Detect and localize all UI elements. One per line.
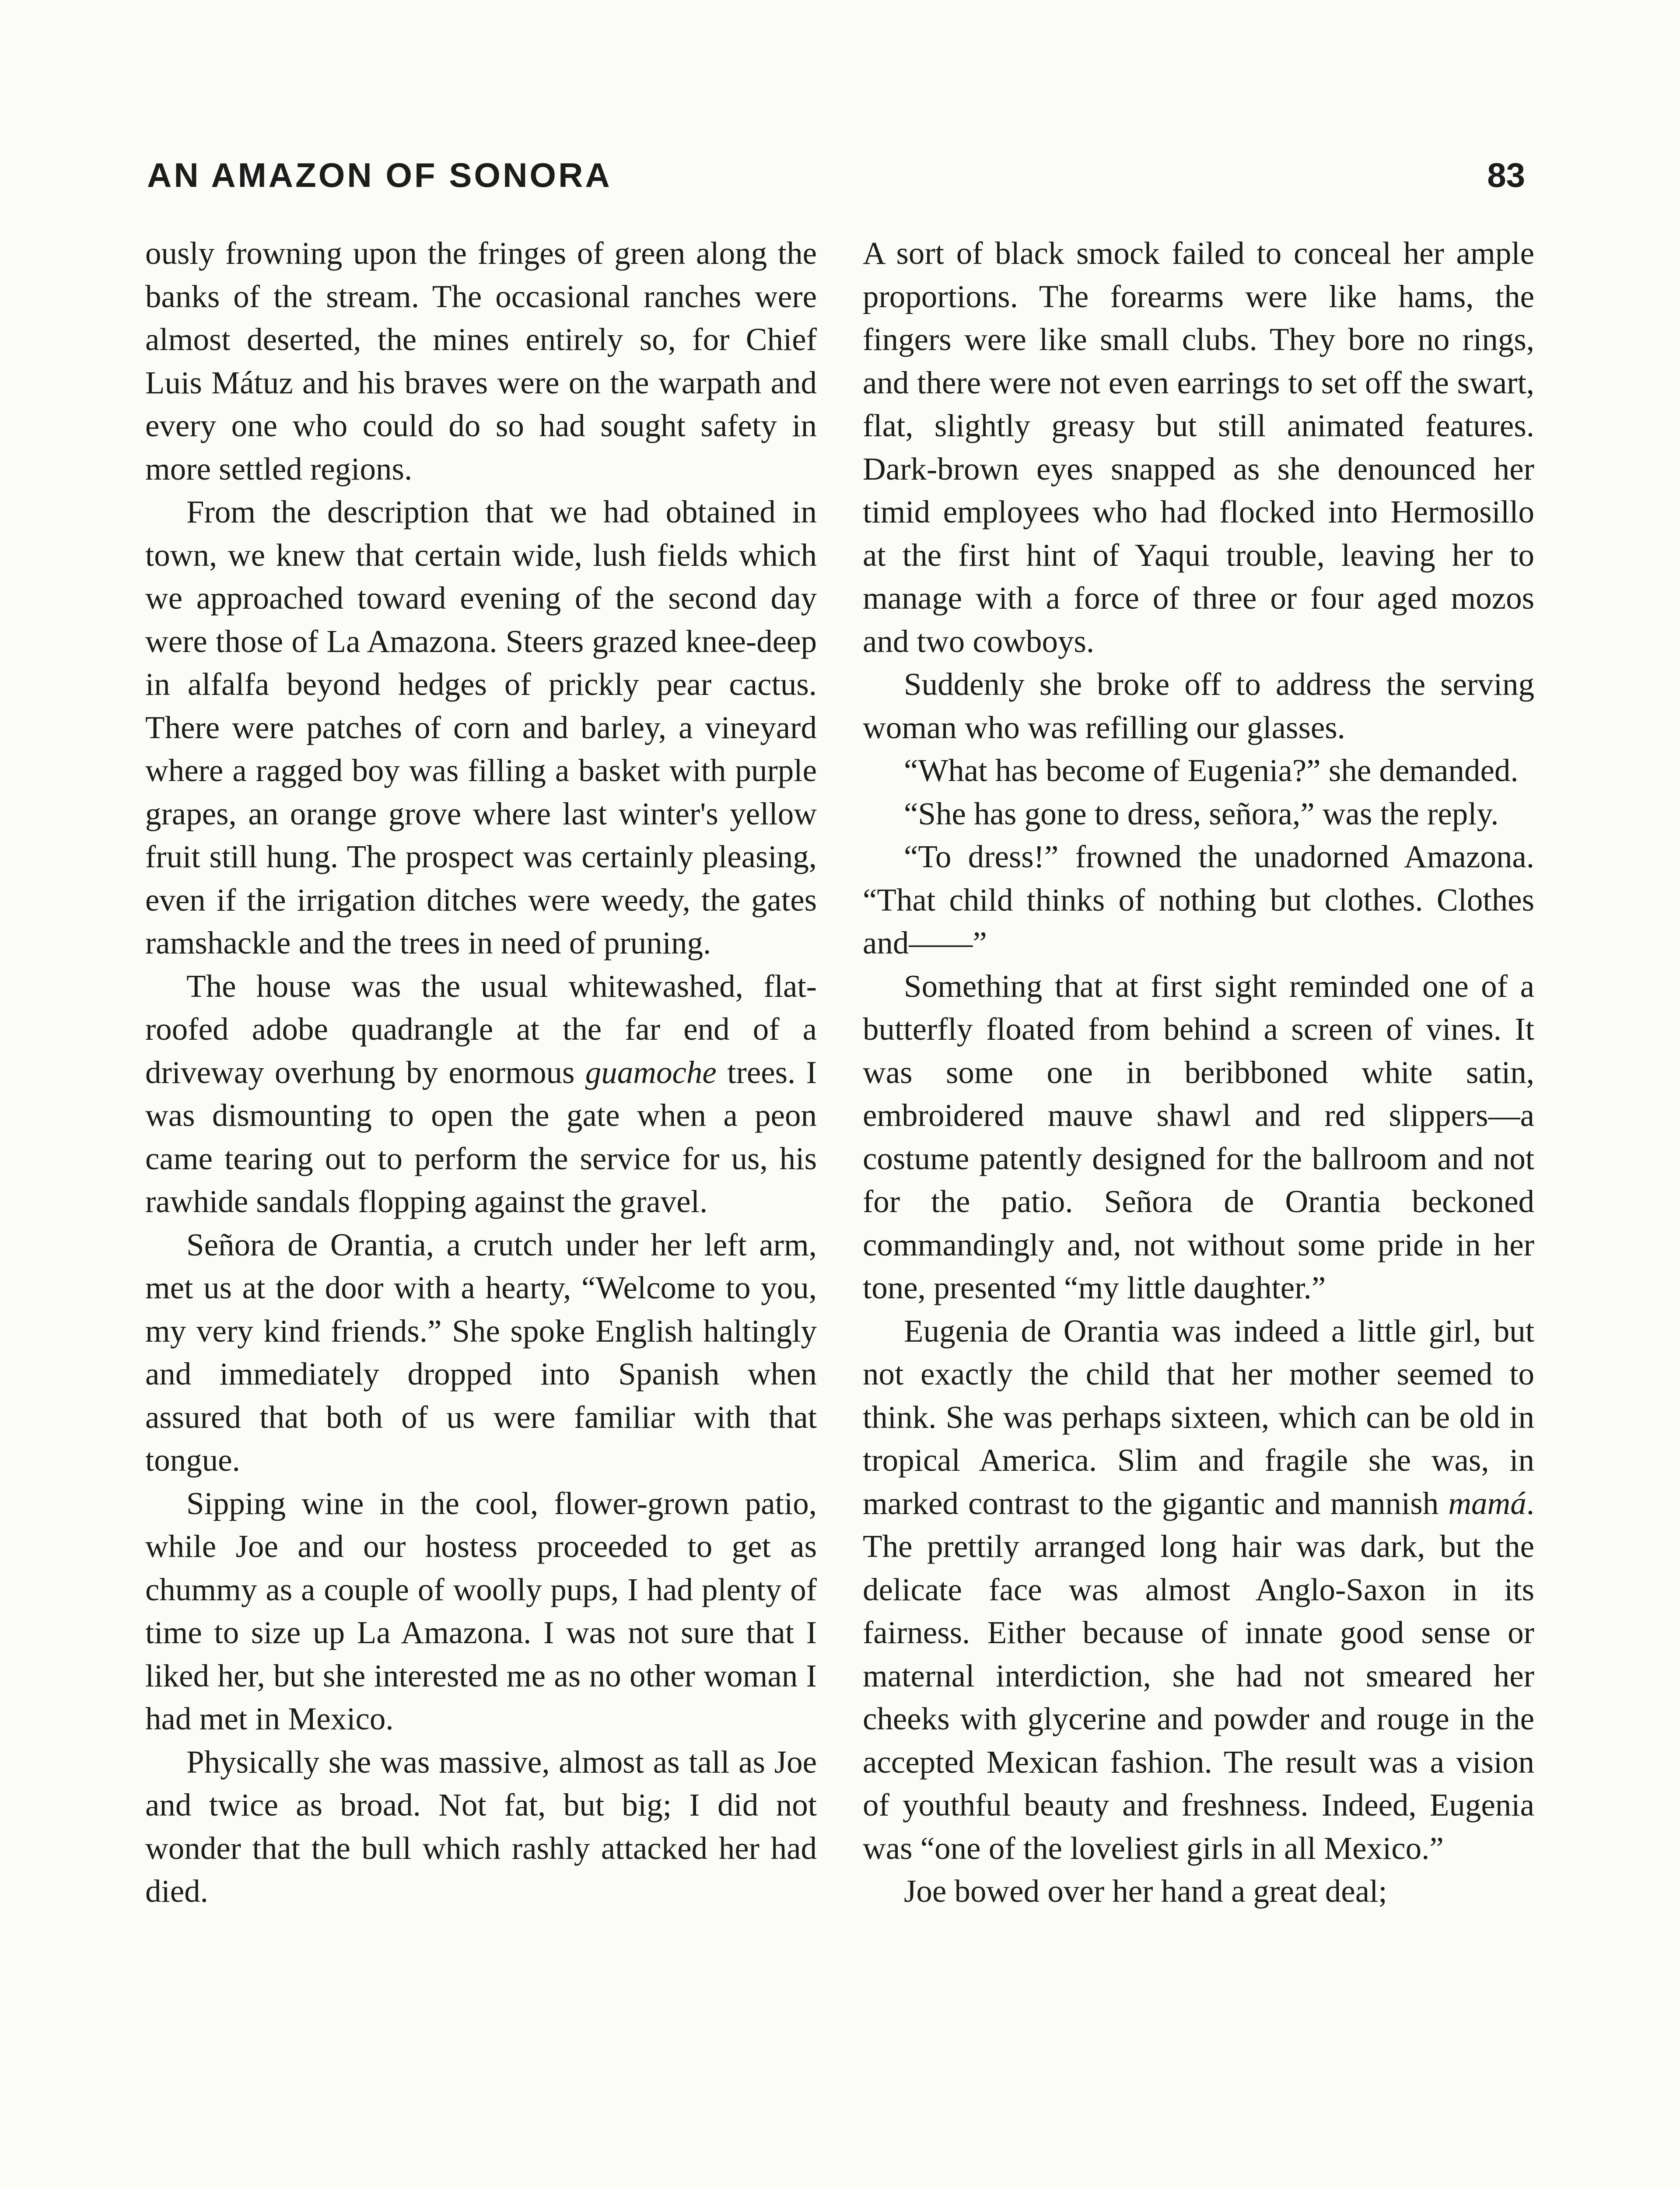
- paragraph-text: Eugenia de Orantia was indeed a little girl, but not exactly the child that her mother seemed to think. She was perhaps sixteen, which can be old in tropical America. Slim and fragile she was, in marked contrast to the gigantic and mannish: [863, 1313, 1534, 1521]
- running-title: AN AMAZON OF SONORA: [147, 156, 612, 194]
- paragraph-text: trees. I was dismounting to open the gate when a peon came tearing out to perform the service for us, his rawhide sandals flopping against the gravel.: [145, 1054, 817, 1219]
- paragraph-text: . The prettily arranged long hair was dark, but the delicate face was almost Anglo-Saxon in its fairness. Either because of innate good sense or maternal interdiction, she had not smeared her cheeks with glycerine and powder and rouge in the accepted Mexican fashion. The result was a vision of youthful beauty and freshness. Indeed, Eugenia was “one of the loveliest girls in all Mexico.”: [863, 1485, 1534, 1866]
- paragraph: Physically she was massive, almost as tall as Joe and twice as broad. Not fat, but big; I did not wonder that the bull which rashly attacked her had died.: [145, 1744, 817, 1909]
- italic-term: guamoche: [585, 1054, 717, 1090]
- left-column: [145, 232, 817, 2188]
- paragraph: From the description that we had obtained in town, we knew that certain wide, lush fields which we approached toward evening of the second day were those of La Amazona. Steers grazed knee-deep in alfalfa beyond hedges of prickly pear cactus. There were patches of corn and barley, a vineyard where a ragged boy was filling a basket with purple grapes, an orange grove where last winter's yellow fruit still hung. The prospect was certainly pleasing, even if the irrigation ditches were weedy, the gates ramshackle and the trees in need of pruning.: [145, 494, 817, 961]
- italic-term: mamá: [1448, 1485, 1526, 1521]
- paragraph: Something that at first sight reminded one of a butterfly floated from behind a screen of vines. It was some one in beribboned white satin, embroidered mauve shawl and red slippers—a costume patently designed for the ballroom and not for the patio. Señora de Orantia beckoned commandingly and, not without some pride in her tone, presented “my little daughter.”: [863, 968, 1534, 1305]
- paragraph: ously frowning upon the fringes of green along the banks of the stream. The occasional ranches were almost deserted, the mines entirely so, for Chief Luis Mátuz and his braves were on the warpath and every one who could do so had sought safety in more settled regions.: [145, 235, 817, 487]
- page-header: [147, 151, 1525, 199]
- paragraph: [863, 1310, 1534, 1870]
- right-column: [863, 232, 1534, 2188]
- paragraph: [145, 965, 817, 1224]
- paragraph: “To dress!” frowned the unadorned Amazona. “That child thinks of nothing but clothes. Clothes and——”: [863, 839, 1534, 961]
- paragraph: “She has gone to dress, señora,” was the reply.: [904, 796, 1499, 831]
- paragraph: Sipping wine in the cool, flower-grown patio, while Joe and our hostess proceeded to get as chummy as a couple of woolly pups, I had plenty of time to size up La Amazona. I was not sure that I liked her, but she interested me as no other woman I had met in Mexico.: [145, 1485, 817, 1736]
- paragraph: Señora de Orantia, a crutch under her left arm, met us at the door with a hearty, “Welcome to you, my very kind friends.” She spoke English haltingly and immediately dropped into Spanish when assured that both of us were familiar with that tongue.: [145, 1227, 817, 1478]
- paragraph: “What has become of Eugenia?” she demanded.: [904, 753, 1519, 788]
- paragraph: A sort of black smock failed to conceal her ample proportions. The forearms were like hams, the fingers were like small clubs. They bore no rings, and there were not even earrings to set off the swart, flat, slightly greasy but still animated features. Dark-brown eyes snapped as she denounced her timid employees who had flocked into Hermosillo at the first hint of Yaqui trouble, leaving her to manage with a force of three or four aged mozos and two cowboys.: [863, 235, 1534, 659]
- paragraph-text: The house was the usual whitewashed, flat-roofed adobe quadrangle at the far end of a driveway overhung by enormous: [145, 968, 817, 1090]
- page-number: 83: [1487, 156, 1525, 194]
- paragraph: Suddenly she broke off to address the serving woman who was refilling our glasses.: [863, 666, 1534, 745]
- paragraph: Joe bowed over her hand a great deal;: [904, 1873, 1387, 1909]
